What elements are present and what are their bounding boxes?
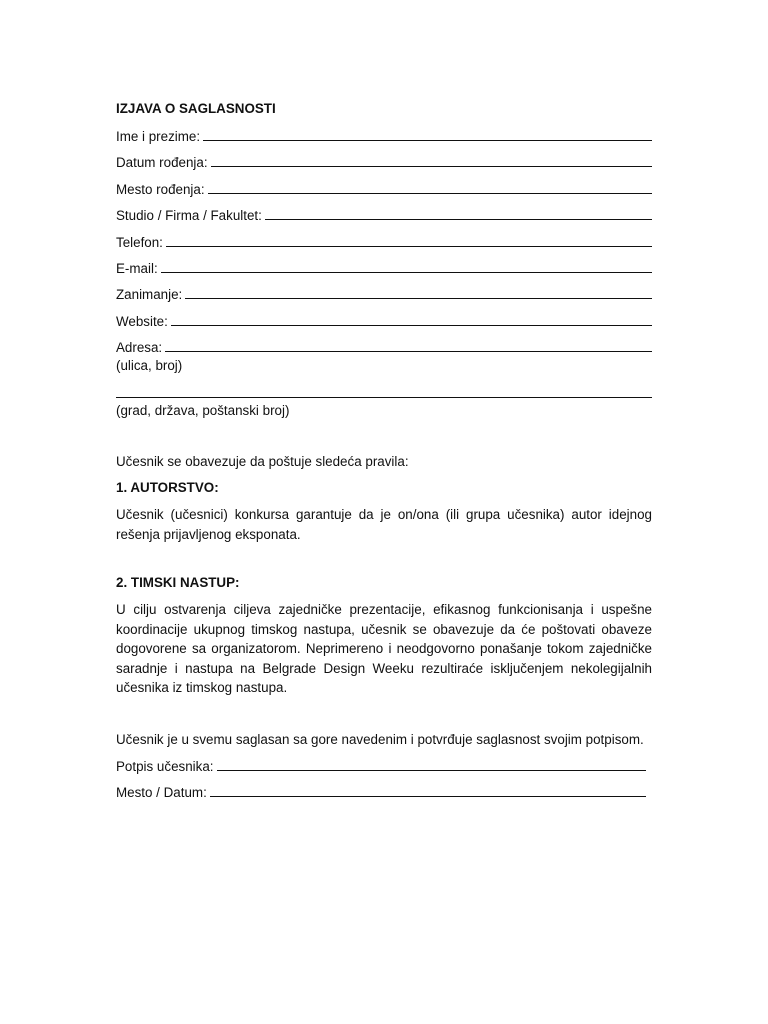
field-label: Mesto / Datum: [116,785,207,801]
blank-line [185,285,652,299]
field-mesto-datum [116,783,652,801]
closing-statement: Učesnik je u svemu saglasan sa gore navedenim i potvrđuje saglasnost svojim potpisom. [116,731,644,747]
blank-line-address-2 [116,375,652,398]
field-label: Ime i prezime: [116,129,201,144]
document-title: IZJAVA O SAGLASNOSTI [116,101,276,116]
adresa-hint-street: (ulica, broj) [116,357,183,373]
field-ime-prezime [116,127,652,145]
field-label: E-mail: [116,260,158,276]
field-label: Zanimanje: [116,287,183,303]
blank-line [203,127,652,141]
blank-line [217,757,646,771]
blank-line [165,338,652,352]
consent-form [116,100,652,810]
field-email [116,259,652,277]
field-label: Potpis učesnika: [116,759,214,775]
field-label: Mesto rođenja: [116,181,205,197]
field-label: Website: [116,313,168,329]
blank-line [211,153,652,167]
field-datum-rodjenja [116,153,652,171]
blank-line [161,259,652,273]
field-mesto-rodjenja [116,180,652,198]
field-zanimanje [116,285,652,303]
blank-line [265,206,652,220]
section-2-heading: 2. TIMSKI NASTUP: [116,575,240,591]
adresa-hint-city: (grad, država, poštanski broj) [116,402,290,418]
field-telefon [116,233,652,251]
blank-line [210,783,646,797]
blank-line [208,180,652,194]
field-label: Adresa: [116,340,163,356]
blank-line [166,233,652,247]
field-website [116,312,652,330]
field-label: Telefon: [116,234,163,250]
section-1-text: Učesnik (učesnici) konkursa garantuje da je on/ona (ili grupa učesnika) autor idejnog rešenja prijavljenog eksponata. [116,507,652,542]
field-potpis-ucesnika [116,757,652,775]
section-2-text: U cilju ostvarenja ciljeva zajedničke prezentacije, efikasnog funkcionisanja i uspešne koordinacije ukupnog timskog nastupa, učesnik se obavezuje da će poštovati obaveze dogovorene sa organizatorom. Neprimereno i neodgovorno ponašanje tokom zajedničke saradnje i nastupa na Belgrade Design Weeku rezultiraće isključenjem nekolegijalnih učesnika iz timskog nastupa. [116,602,652,696]
rules-intro: Učesnik se obavezuje da poštuje sledeća pravila: [116,453,409,469]
blank-line [171,312,652,326]
field-label: Datum rođenja: [116,155,208,171]
field-studio-firma-fakultet [116,206,652,224]
field-label: Studio / Firma / Fakultet: [116,208,262,224]
field-adresa [116,338,652,356]
section-1-heading: 1. AUTORSTVO: [116,480,219,496]
